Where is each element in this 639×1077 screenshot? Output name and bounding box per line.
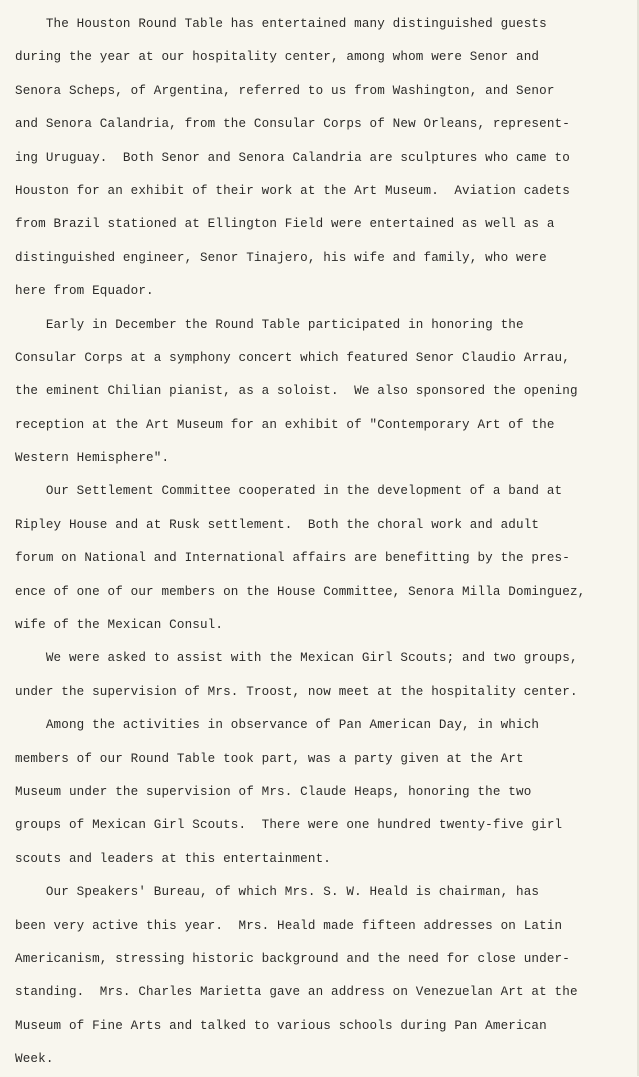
text-line: ing Uruguay. Both Senor and Senora Calandria are sculptures who came to [15, 150, 570, 165]
text-line: Consular Corps at a symphony concert which featured Senor Claudio Arrau, [15, 350, 570, 365]
text-line: and Senora Calandria, from the Consular Corps of New Orleans, represent- [15, 117, 570, 132]
text-line: from Brazil stationed at Ellington Field were entertained as well as a [15, 217, 555, 232]
text-line: Ripley House and at Rusk settlement. Both the choral work and adult [15, 517, 540, 532]
text-line: Americanism, stressing historic background and the need for close under- [15, 951, 570, 966]
text-line: reception at the Art Museum for an exhibit of "Contemporary Art of the [15, 417, 555, 432]
text-line: Senora Scheps, of Argentina, referred to us from Washington, and Senor [15, 83, 555, 98]
text-line: Museum of Fine Arts and talked to various schools during Pan American [15, 1018, 547, 1033]
text-line: Our Speakers' Bureau, of which Mrs. S. W. Heald is chairman, has [15, 885, 540, 900]
text-line: groups of Mexican Girl Scouts. There were one hundred twenty-five girl [15, 818, 563, 833]
text-line: standing. Mrs. Charles Marietta gave an address on Venezuelan Art at the [15, 985, 578, 1000]
text-line: Our Settlement Committee cooperated in the development of a band at [15, 484, 563, 499]
text-line: been very active this year. Mrs. Heald made fifteen addresses on Latin [15, 918, 563, 933]
text-line: Western Hemisphere". [15, 451, 170, 466]
text-line: wife of the Mexican Consul. [15, 618, 224, 633]
text-line: the eminent Chilian pianist, as a soloist. We also sponsored the opening [15, 384, 578, 399]
text-line: The Houston Round Table has entertained many distinguished guests [15, 17, 547, 31]
text-line: Among the activities in observance of Pan American Day, in which [15, 718, 540, 733]
text-line: We were asked to assist with the Mexican Girl Scouts; and two groups, [15, 651, 578, 666]
text-line: distinguished engineer, Senor Tinajero, his wife and family, who were [15, 250, 547, 265]
text-line: Museum under the supervision of Mrs. Claude Heaps, honoring the two [15, 784, 532, 799]
text-line: Week. [15, 1052, 54, 1067]
text-line: Early in December the Round Table participated in honoring the [15, 317, 524, 332]
text-line: during the year at our hospitality center, among whom were Senor and [15, 50, 540, 65]
text-line: ence of one of our members on the House Committee, Senora Milla Dominguez, [15, 584, 586, 599]
text-line: scouts and leaders at this entertainment. [15, 851, 332, 866]
document-body [15, 8, 627, 1077]
text-line: members of our Round Table took part, was a party given at the Art [15, 751, 524, 766]
text-line: under the supervision of Mrs. Troost, now meet at the hospitality center. [15, 684, 578, 699]
text-line: forum on National and International affairs are benefitting by the pres- [15, 551, 570, 566]
text-line: Houston for an exhibit of their work at the Art Museum. Aviation cadets [15, 183, 570, 198]
text-line: here from Equador. [15, 284, 154, 299]
